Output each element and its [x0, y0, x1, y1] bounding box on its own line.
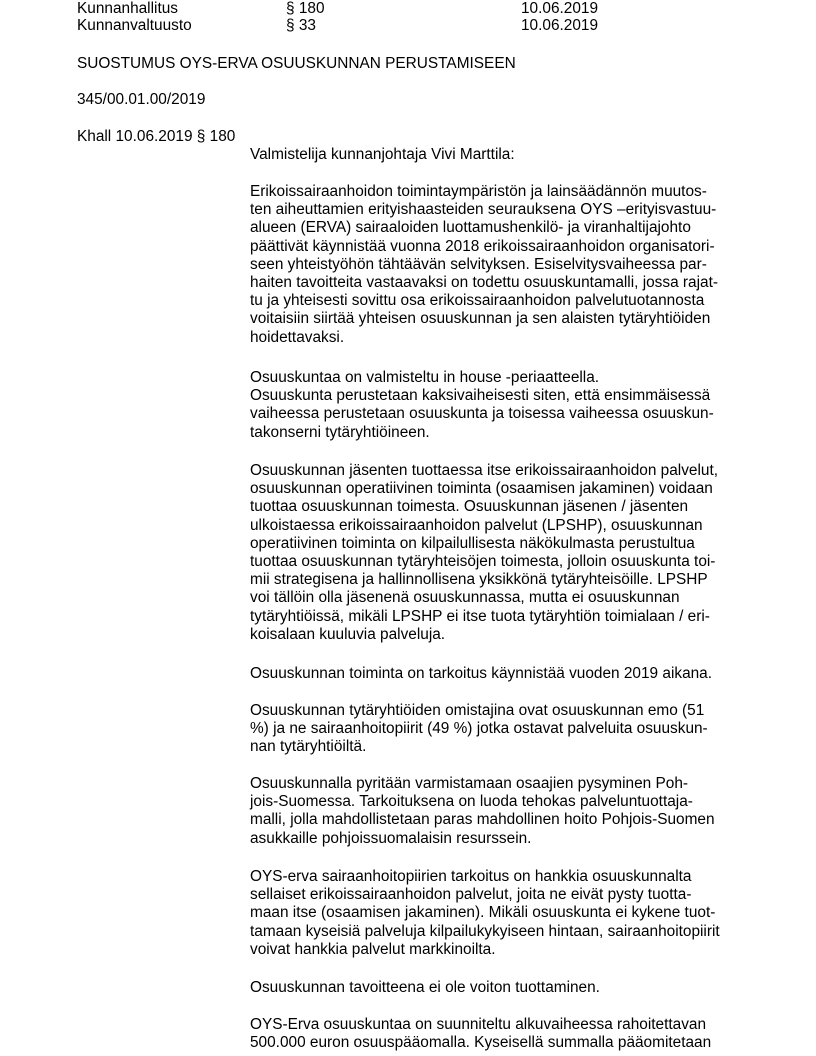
paragraph-line: operatiivinen toiminta on kilpailullisesta näkökulmasta perustultua — [250, 534, 695, 552]
paragraph-line: ten aiheuttamien erityishaasteiden seurauksena OYS –erityisvastuu- — [250, 201, 717, 219]
paragraph-line: jois-Suomessa. Tarkoituksena on luoda tehokas palveluntuottaja- — [250, 793, 693, 811]
header-date-2: 10.06.2019 — [521, 17, 599, 34]
paragraph-line: päättivät käynnistää vuonna 2018 erikoissairaanhoidon organisatori- — [250, 237, 715, 255]
paragraph-line: voitaisiin siirtää yhteisen osuuskunnan ja sen alaisten tytäryhtiöiden — [250, 310, 711, 328]
paragraph-line: Osuuskunnan jäsenten tuottaessa itse erikoissairaanhoidon palvelut, — [250, 462, 719, 479]
paragraph-line: seen yhteistyöhön tähtäävän selvityksen. Esiselvitysvaiheessa par- — [250, 255, 707, 273]
paragraph-line: Erikoissairaanhoidon toimintaympäristön ja lainsäädännön muutos- — [250, 183, 707, 200]
reference-number: 345/00.01.00/2019 — [77, 91, 206, 108]
header-date-1: 10.06.2019 — [521, 0, 599, 17]
paragraph-line: tytäryhtiöissä, mikäli LPSHP ei itse tuota tytäryhtiön toimialaan / eri- — [250, 607, 710, 625]
paragraph-line: voi tällöin olla jäsenenä osuuskunnassa, mutta ei osuuskunnan — [250, 589, 680, 607]
paragraph-line: nan tytäryhtiöiltä. — [250, 738, 367, 756]
paragraph-line: haiten tavoitteita vastaavaksi on todettu osuuskuntamalli, jossa rajat- — [250, 274, 718, 292]
meeting-reference: Khall 10.06.2019 § 180 — [77, 128, 236, 145]
header-section-1: § 180 — [286, 0, 325, 17]
paragraph-line: takonserni tytäryhtiöineen. — [250, 423, 430, 441]
paragraph-line: sellaiset erikoissairaanhoidon palvelut, joita ne eivät pysty tuotta- — [250, 886, 692, 904]
paragraph-line: alueen (ERVA) sairaaloiden luottamushenkilö- ja viranhaltijajohto — [250, 219, 691, 237]
paragraph-line: koisalaan kuuluvia palveluja. — [250, 625, 446, 643]
paragraph-line: tuottaa osuuskunnan toimesta. Osuuskunnan jäsenen / jäsenten — [250, 498, 689, 516]
paragraph-line: vaiheessa perustetaan osuuskunta ja toisessa vaiheessa osuuskun- — [250, 405, 714, 423]
paragraph-line: asukkaille pohjoissuomalaisin resurssein. — [250, 829, 532, 847]
paragraph-line: 500.000 euron osuuspääomalla. Kyseisellä summalla pääomitetaan — [250, 1034, 712, 1052]
paragraph-line: tu ja yhteisesti sovittu osa erikoissairaanhoidon palvelutuotannosta — [250, 292, 705, 310]
paragraph-line: Osuuskunnalla pyritään varmistamaan osaajien pysyminen Poh- — [250, 775, 689, 792]
header-body-1: Kunnanhallitus — [77, 0, 178, 17]
paragraph-line: OYS-Erva osuuskuntaa on suunniteltu alkuvaiheessa rahoitettavan — [250, 1016, 707, 1033]
paragraph-4 — [250, 665, 750, 683]
paragraph-line: mii strategisena ja hallinnollisena yksikkönä tytäryhteisöille. LPSHP — [250, 571, 708, 589]
document-title: SUOSTUMUS OYS-ERVA OSUUSKUNNAN PERUSTAMISEEN — [77, 55, 516, 72]
preparer-line: Valmistelija kunnanjohtaja Vivi Marttila: — [250, 146, 515, 163]
paragraph-9 — [250, 1016, 750, 1052]
paragraph-line: Osuuskunta perustetaan kaksivaiheisesti siten, että ensimmäisessä — [250, 387, 711, 405]
header-body-2: Kunnanvaltuusto — [77, 17, 192, 34]
paragraph-8 — [250, 979, 750, 997]
paragraph-line: ulkoistaessa erikoissairaanhoidon palvelut (LPSHP), osuuskunnan — [250, 516, 703, 534]
paragraph-2 — [250, 369, 750, 442]
paragraph-line: Osuuskunnan tavoitteena ei ole voiton tuottaminen. — [250, 979, 600, 996]
paragraph-6 — [250, 775, 750, 848]
paragraph-line: Osuuskuntaa on valmisteltu in house -periaatteella. — [250, 369, 600, 386]
paragraph-3 — [250, 462, 750, 644]
paragraph-line: %) ja ne sairaanhoitopiirit (49 %) jotka ostavat palveluita osuuskun- — [250, 720, 708, 738]
paragraph-line: OYS-erva sairaanhoitopiirien tarkoitus on hankkia osuuskunnalta — [250, 868, 692, 885]
paragraph-line: osuuskunnan operatiivinen toiminta (osaamisen jakaminen) voidaan — [250, 480, 713, 498]
paragraph-line: Osuuskunnan toiminta on tarkoitus käynnistää vuoden 2019 aikana. — [250, 665, 713, 682]
paragraph-5 — [250, 702, 750, 757]
paragraph-1 — [250, 183, 750, 347]
paragraph-line: hoidettavaksi. — [250, 328, 345, 346]
paragraph-7 — [250, 868, 750, 959]
paragraph-line: maan itse (osaamisen jakaminen). Mikäli osuuskunta ei kykene tuot- — [250, 904, 716, 922]
paragraph-line: tamaan kyseisiä palveluja kilpailukykyiseen hintaan, sairaanhoitopiirit — [250, 922, 720, 940]
paragraph-line: tuottaa osuuskunnan tytäryhteisöjen toimesta, jolloin osuuskunta toi- — [250, 553, 716, 571]
header-section-2: § 33 — [286, 17, 316, 34]
paragraph-line: voivat hankkia palvelut markkinoilta. — [250, 940, 496, 958]
paragraph-line: Osuuskunnan tytäryhtiöiden omistajina ovat osuuskunnan emo (51 — [250, 702, 705, 719]
paragraph-line: malli, jolla mahdollistetaan paras mahdollinen hoito Pohjois-Suomen — [250, 811, 715, 829]
